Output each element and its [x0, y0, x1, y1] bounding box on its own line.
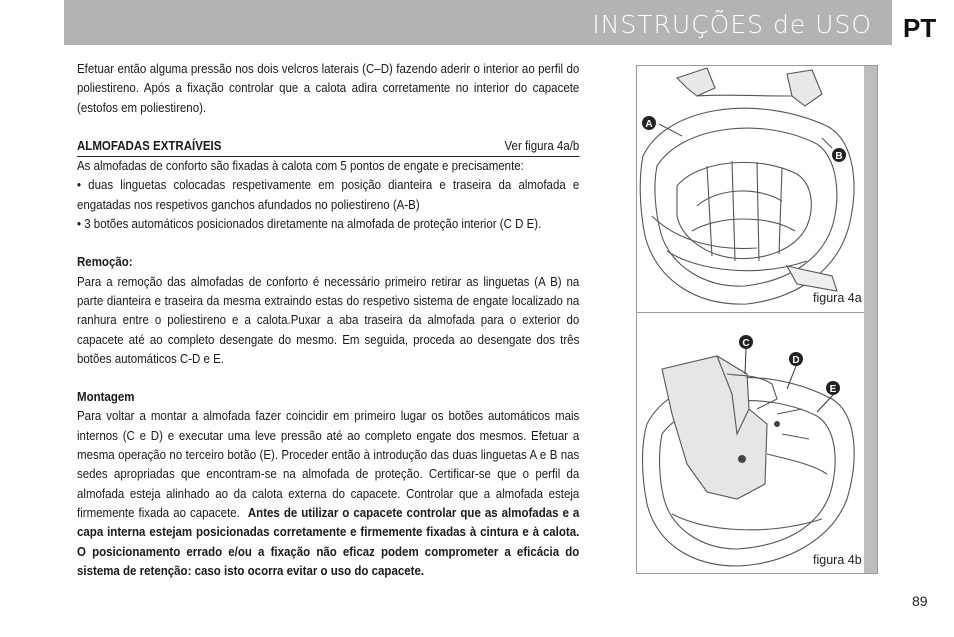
label-d: D	[792, 355, 800, 366]
page-title: INSTRUÇÕES de USO	[592, 10, 872, 39]
section-header	[77, 137, 579, 157]
language-code: PT	[903, 13, 937, 43]
figure-4a-caption: figura 4a	[813, 291, 862, 305]
intro-paragraph: Efetuar então alguma pressão nos dois velcros laterais (C–D) fazendo aderir o interior ao perfil do poliestireno. Após a fixação controlar que a calota adira corretamente no interior do capacete (estofos em poliestireno).	[77, 62, 580, 115]
assembly-title: Montagem	[77, 390, 135, 405]
section-line: • duas linguetas colocadas respetivamente em posição dianteira e traseira da almofada e engatadas nos respetivos ganchos afundados no poliestireno (A-B)	[77, 178, 580, 212]
label-b: B	[835, 151, 843, 162]
assembly-text: Para voltar a montar a almofada fazer coincidir em primeiro lugar os botões automáticos mais internos (C e D) e executar uma leve pressão até ao completo engate dos mesmos. Efetuar a mesma operação no terceiro botão (E). Proceder então à introdução das duas linguetas A e B nas sedes apropriadas que encontram-se na almofada de proteção. Certificar-se que o perfil da almofada esteja alinhado ao da calota externa do capacete. Controlar que a almofada esteja firmemente fixada ao capacete.	[77, 409, 580, 520]
figure-reference: Ver figura 4a/b	[504, 138, 580, 153]
section-title: ALMOFADAS EXTRAÍVEIS	[77, 138, 222, 153]
text-column	[77, 60, 579, 581]
label-a: A	[645, 119, 653, 130]
label-e: E	[829, 384, 837, 395]
page-number: 89	[912, 593, 928, 609]
section-line: • 3 botões automáticos posicionados diretamente na almofada de proteção interior (C D E).	[77, 217, 542, 232]
section-line: As almofadas de conforto são fixadas à calota com 5 pontos de engate e precisamente:	[77, 159, 524, 174]
helmet-illustration-4b	[637, 314, 864, 572]
figure-4b-caption: figura 4b	[813, 553, 862, 567]
helmet-illustration-4a	[637, 66, 864, 312]
figure-divider	[637, 312, 864, 313]
removal-paragraph: Para a remoção das almofadas de conforto é necessário primeiro retirar as linguetas (A B) na parte dianteira e traseira da mesma extraindo estas do respetivo sistema de engate localizado na ranhura entre o poliestireno e a calota.Puxar a aba traseira da almofada para o exterior do capacete até ao completo desengate do mesmo. Em seguida, proceda ao desengate dos três botões automáticos C-D e E.	[77, 274, 580, 366]
figure-panel	[636, 65, 878, 574]
assembly-warning: Antes de utilizar o capacete controlar que as almofadas e a capa interna estejam posicionadas corretamente e firmemente fixadas à cintura e à calota. O posicionamento errado e/ou a fixação não eficaz podem comprometer a eficácia do sistema de retenção: caso isto ocorra evitar o uso do capacete.	[77, 505, 580, 578]
assembly-paragraph	[77, 407, 579, 581]
removal-title: Remoção:	[77, 255, 133, 270]
header-bar	[64, 0, 892, 45]
label-c: C	[742, 338, 750, 349]
figure-side-bar	[864, 66, 877, 573]
